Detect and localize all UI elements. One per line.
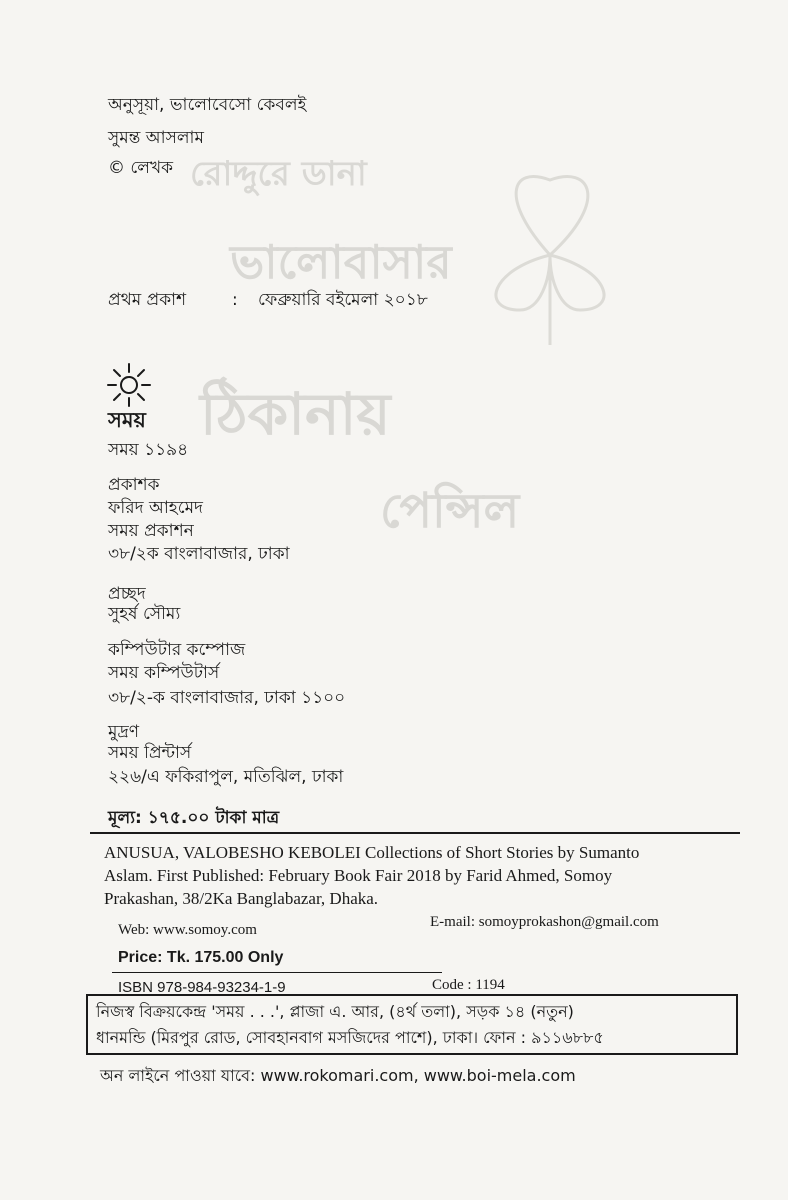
bleed-through-text: ঠিকানায় [200,380,391,448]
sales-center-line: নিজস্ব বিক্রয়কেন্দ্র 'সময় . . .', প্লাজা এ. আর, (৪র্থ তলা), সড়ক ১৪ (নতুন) [96,1002,574,1021]
bleed-through-text: ভালোবাসার [230,235,452,289]
copyright-line: © লেখক [108,158,174,178]
bleed-through-flower-icon [470,160,630,350]
isbn: ISBN 978-984-93234-1-9 [118,979,286,996]
bleed-through-text: পেন্সিল [380,483,520,539]
publisher-name: ফরিদ আহমেদ [108,498,203,518]
first-edition-separator: : [232,290,238,310]
publisher-logo-name: সময় [108,408,146,432]
book-author: সুমন্ত আসলাম [108,128,204,148]
publisher-org: সময় প্রকাশন [108,521,194,541]
price-bengali: মূল্য: ১৭৫.০০ টাকা মাত্র [108,808,280,828]
online-availability: অন লাইনে পাওয়া যাবে: www.rokomari.com, www.boi-mela.com [100,1066,576,1085]
bleed-through-text: রোদ্দুরে ডানা [190,154,367,194]
book-title: অনুসূয়া, ভালোবেসো কেবলই [108,95,307,115]
price-english: Price: Tk. 175.00 Only [118,949,284,966]
compose-address: ৩৮/২-ক বাংলাবাজার, ঢাকা ১১০০ [108,688,346,708]
print-address: ২২৬/এ ফকিরাপুল, মতিঝিল, ঢাকা [108,767,344,787]
first-edition-label: প্রথম প্রকাশ [108,290,187,310]
divider [112,972,442,973]
print-heading: মুদ্রণ [108,722,140,742]
compose-heading: কম্পিউটার কম্পোজ [108,640,246,660]
sales-center-line: ধানমন্ডি (মিরপুর রোড, সোবহানবাগ মসজিদের পাশে), ঢাকা। ফোন : ৯১১৬৮৮৫ [96,1028,604,1047]
publisher-heading: প্রকাশক [108,475,160,495]
divider [90,832,740,834]
compose-name: সময় কম্পিউটার্স [108,663,220,683]
website: Web: www.somoy.com [118,922,257,938]
book-code: Code : 1194 [432,977,505,993]
english-description: Aslam. First Published: February Book Fair 2018 by Farid Ahmed, Somoy [104,866,613,885]
print-name: সময় প্রিন্টার্স [108,743,192,763]
email: E-mail: somoyprokashon@gmail.com [430,914,659,930]
publisher-book-code: সময় ১১৯৪ [108,440,189,460]
sun-icon [106,362,152,408]
publisher-address: ৩৮/২ক বাংলাবাজার, ঢাকা [108,544,290,564]
english-description: Prakashan, 38/2Ka Banglabazar, Dhaka. [104,889,379,908]
cover-designer: সুহর্ষ সৌম্য [108,604,181,624]
cover-heading: প্রচ্ছদ [108,584,146,604]
first-edition-value: ফেব্রুয়ারি বইমেলা ২০১৮ [258,290,428,310]
english-description: ANUSUA, VALOBESHO KEBOLEI Collections of Short Stories by Sumanto [104,843,640,862]
